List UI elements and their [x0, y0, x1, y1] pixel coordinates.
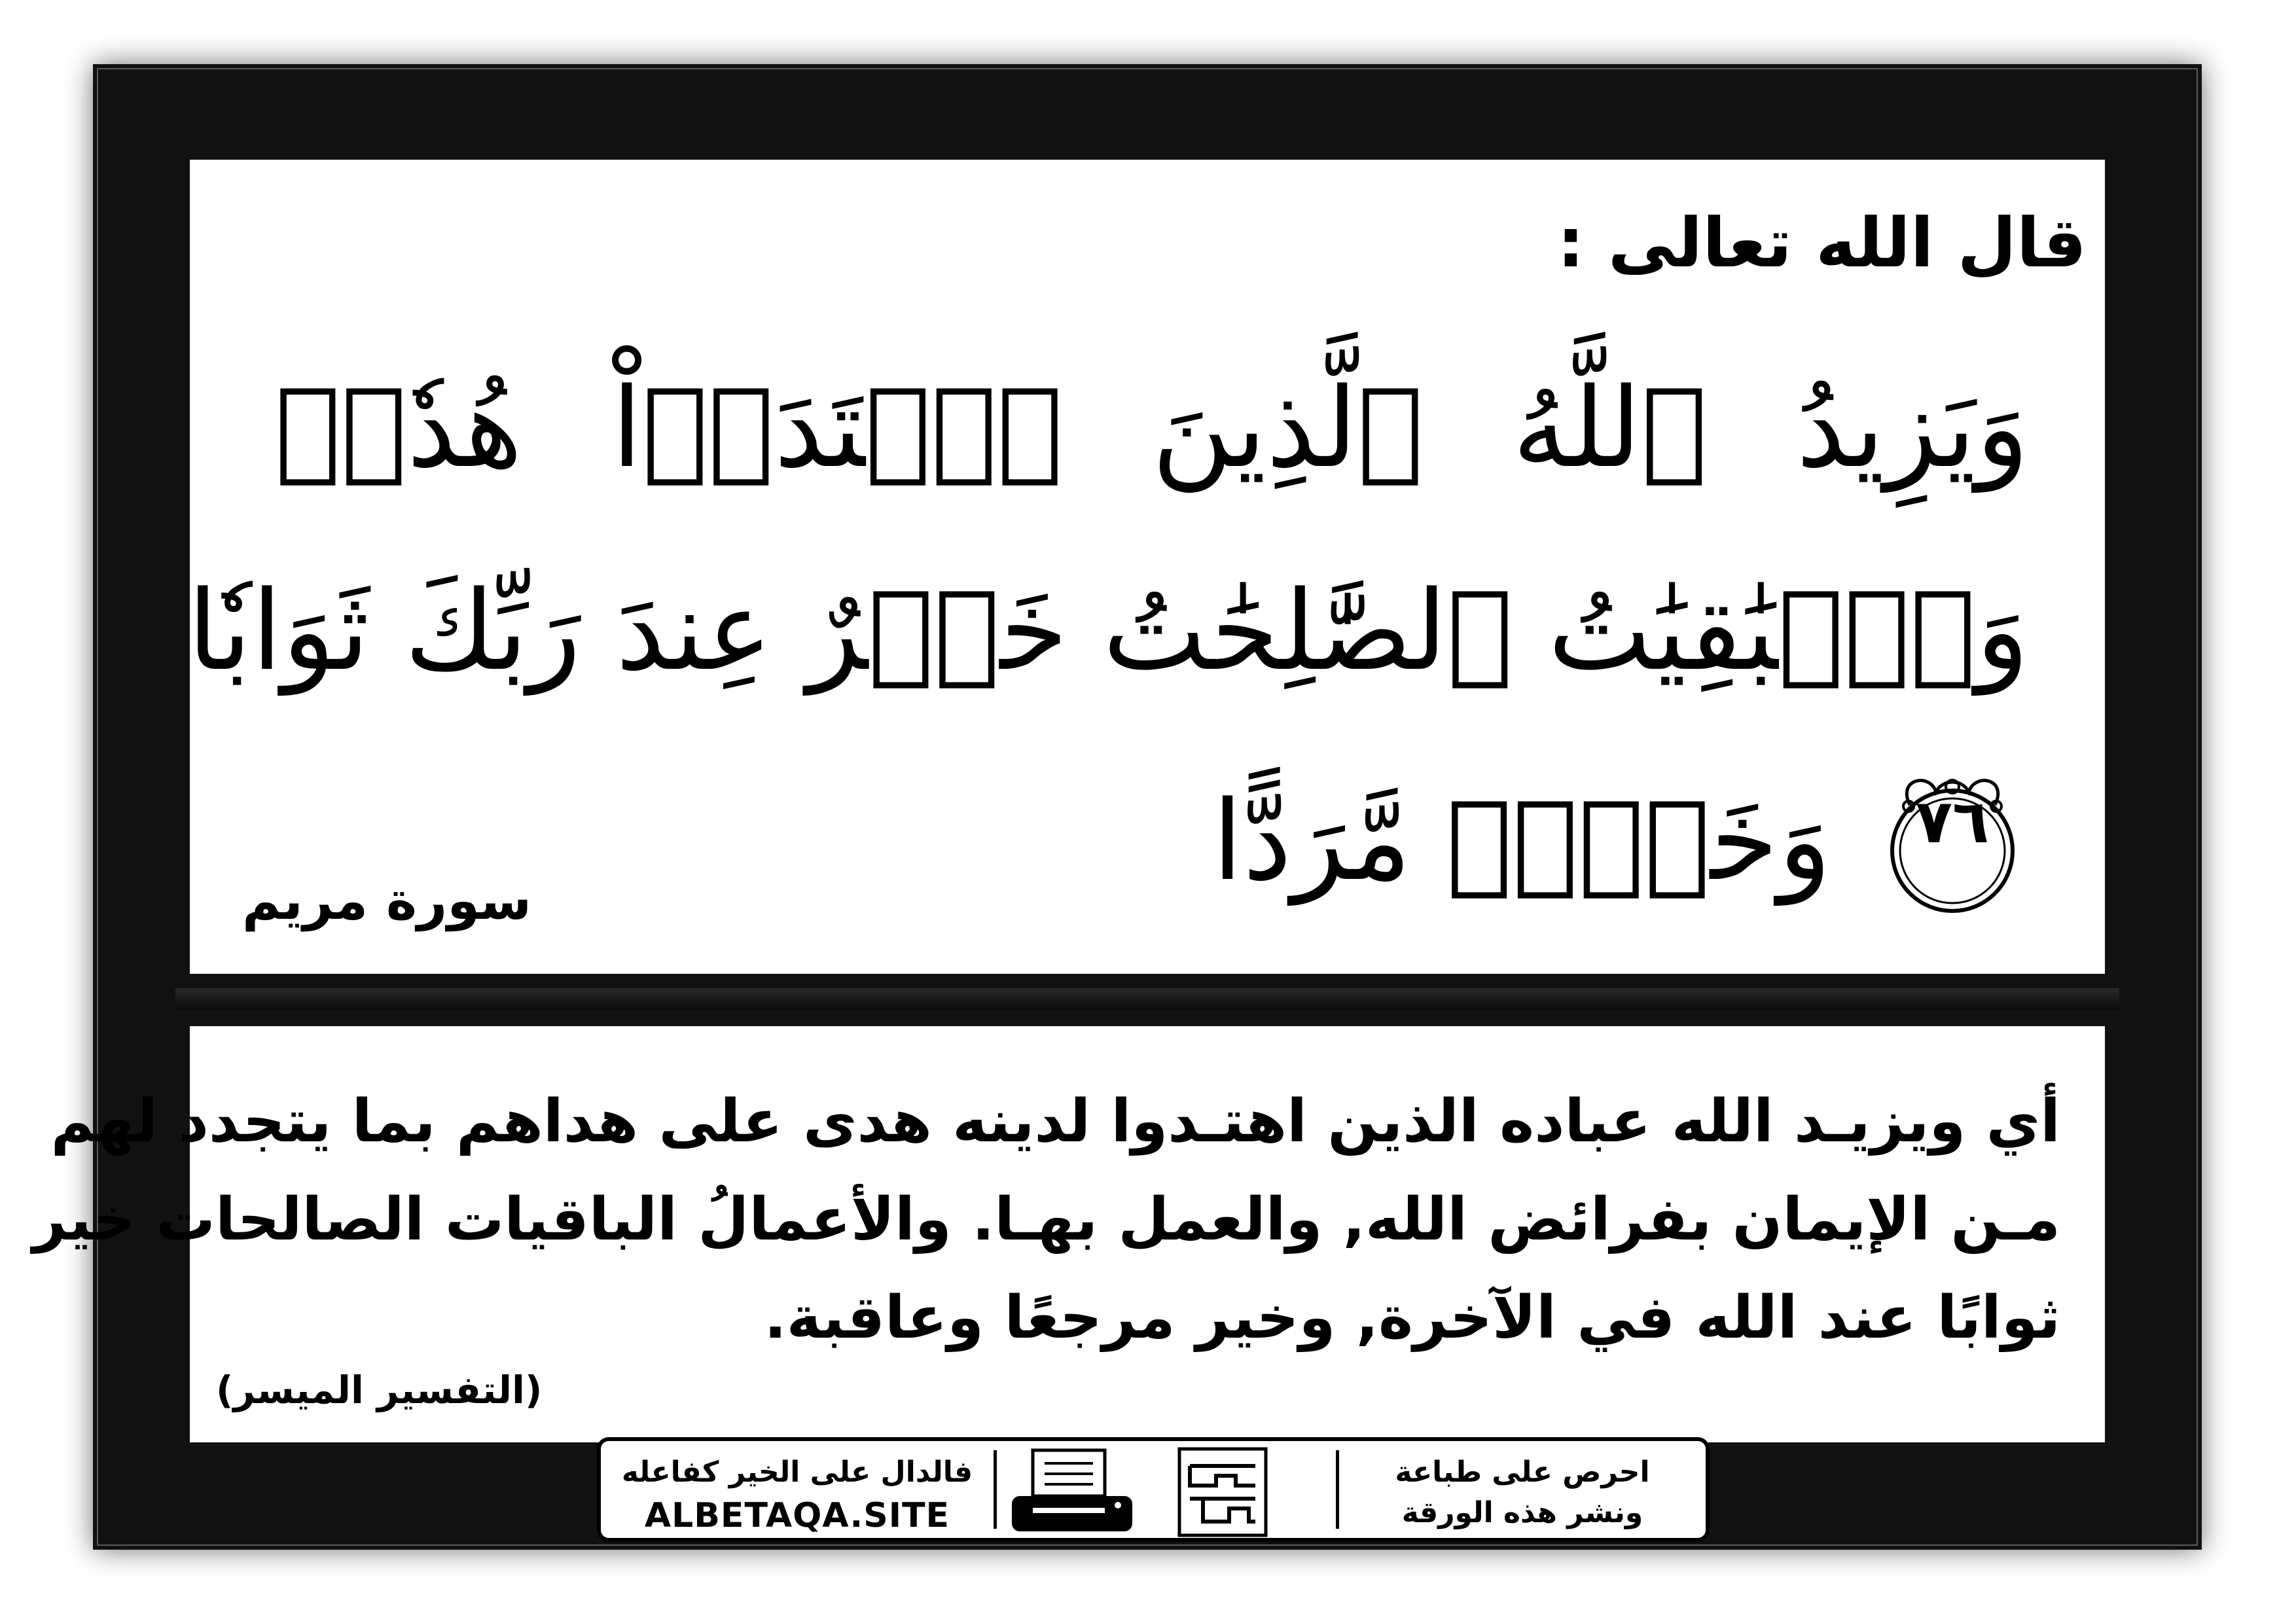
tafsir-source: (التفسير الميسر) [216, 1368, 543, 1412]
footer-print-note-1: احرص على طباعة [1395, 1455, 1650, 1489]
tafsir-line-1: أي ويزيـد الله عباده الذين اهتـدوا لدينه هدى على هداهم بما يتجدد لهم [50, 1087, 2060, 1156]
heading: قال الله تعالى : [1557, 203, 2087, 283]
footer-separator [994, 1450, 997, 1529]
footer-banner [597, 1437, 1710, 1542]
footer-site-link[interactable]: ALBETAQA.SITE [644, 1496, 950, 1535]
footer-right [1339, 1441, 1706, 1538]
ayah-number: ٧٦ [1915, 787, 1990, 857]
tafsir-line-3: ثوابًا عند الله في الآخرة, وخير مرجعًا وعاقبة. [764, 1283, 2060, 1352]
verse-line-1: وَيَزِيدُ ٱللَّهُ ٱلَّذِينَ ٱهۡتَدَوۡاْ هُدٗىۗ [275, 364, 2029, 492]
verse-line-2: وَٱلۡبَٰقِيَٰتُ ٱلصَّٰلِحَٰتُ خَيۡرٌ عِندَ رَبِّكَ ثَوَابٗا [187, 567, 2029, 695]
ayah-medallion-icon [1871, 766, 2034, 916]
footer-proverb: فالدال على الخير كفاعله [621, 1455, 973, 1489]
footer-print-note-2: ونشر هذه الورقة [1401, 1496, 1643, 1529]
verse-line-3-row [1212, 766, 2034, 916]
footer-left [601, 1441, 994, 1538]
tafsir-line-2: مـن الإيمان بفرائض الله, والعمل بهـا. والأعمالُ الباقيات الصالحات خير [32, 1185, 2060, 1254]
panel-divider [175, 988, 2119, 1010]
surah-name: سورة مريم [242, 870, 532, 931]
printer-icon [1007, 1445, 1138, 1539]
logo-icon [1177, 1446, 1268, 1541]
verse-line-3: وَخَيۡرٞ مَّرَدًّا [1212, 777, 1831, 905]
